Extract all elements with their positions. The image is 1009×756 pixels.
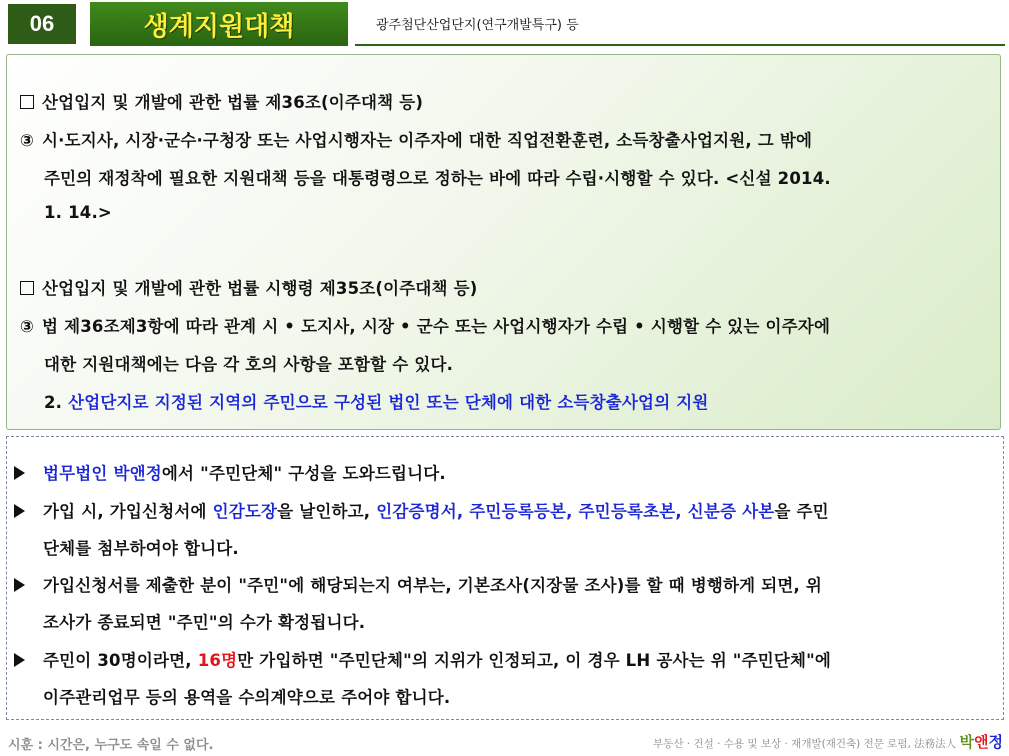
brand-logo-char-2: 앤 (974, 733, 989, 751)
law-paragraph-2-line-2: 대한 지원대책에는 다음 각 호의 사항을 포함할 수 있다. (44, 355, 454, 374)
triangle-bullet-icon (14, 578, 25, 592)
page-subtitle: 광주첨단산업단지(연구개발특구) 등 (376, 18, 579, 33)
law-item-2: 2. 산업단지로 지정된 지역의 주민으로 구성된 법인 또는 단체에 대한 소득창출사업의 지원 (44, 393, 709, 412)
circled-three-icon: ③ (19, 131, 35, 150)
brand-logo-char-1: 박 (959, 733, 974, 751)
law-heading-2: 산업입지 및 개발에 관한 법률 시행령 제35조(이주대책 등) (20, 275, 478, 299)
law-paragraph-2-line-1: ③ 법 제36조제3항에 따라 관계 시 • 도지사, 시장 • 군수 또는 사업시행자가 수립 • 시행할 수 있는 이주자에 (19, 317, 831, 336)
bullet-2-line-1: 가입 시, 가입신청서에 인감도장을 날인하고, 인감증명서, 주민등록등본, 주민등록초본, 신분증 사본을 주민 (14, 498, 829, 522)
bullet-2-line-2: 단체를 첨부하여야 합니다. (43, 539, 239, 558)
bullet-3-line-2: 조사가 종료되면 "주민"의 수가 확정됩니다. (43, 613, 366, 632)
header-divider (355, 44, 1005, 46)
triangle-bullet-icon (14, 653, 25, 667)
bullet-3-line-1: 가입신청서를 제출한 분이 "주민"에 해당되는지 여부는, 기본조사(지장물 조사)를 할 때 병행하게 되면, 위 (14, 572, 822, 596)
bullet-1: 법무법인 박앤정에서 "주민단체" 구성을 도와드립니다. (14, 460, 446, 484)
circled-three-icon: ③ (19, 317, 35, 336)
footer-motto: 시훈 : 시간은, 누구도 속일 수 없다. (8, 738, 214, 753)
law-heading-1: 산업입지 및 개발에 관한 법률 제36조(이주대책 등) (20, 89, 423, 113)
brand-logo-char-3: 정 (988, 733, 1003, 751)
law-paragraph-1-line-2: 주민의 재정착에 필요한 지원대책 등을 대통령령으로 정하는 바에 따라 수립·시행할 수 있다. <신설 2014. (44, 169, 831, 188)
checkbox-square-icon (20, 95, 34, 109)
bullet-4-line-2: 이주관리업무 등의 용역을 수의계약으로 주어야 합니다. (43, 688, 451, 707)
triangle-bullet-icon (14, 466, 25, 480)
section-number: 06 (8, 4, 76, 44)
footer-tagline: 부동산 · 건설 · 수용 및 보상 · 재개발(재건축) 전문 로펌, 法務法人 박앤정 (653, 733, 1003, 751)
bullet-4-line-1: 주민이 30명이라면, 16명만 가입하면 "주민단체"의 지위가 인정되고, 이 경우 LH 공사는 위 "주민단체"에 (14, 647, 831, 671)
triangle-bullet-icon (14, 504, 25, 518)
slide-header (0, 0, 1009, 50)
law-paragraph-1-line-1: ③ 시·도지사, 시장·군수·구청장 또는 사업시행자는 이주자에 대한 직업전환훈련, 소득창출사업지원, 그 밖에 (19, 131, 813, 150)
law-paragraph-1-line-3: 1. 14.> (44, 203, 112, 222)
checkbox-square-icon (20, 281, 34, 295)
page-title: 생계지원대책 (90, 2, 348, 46)
